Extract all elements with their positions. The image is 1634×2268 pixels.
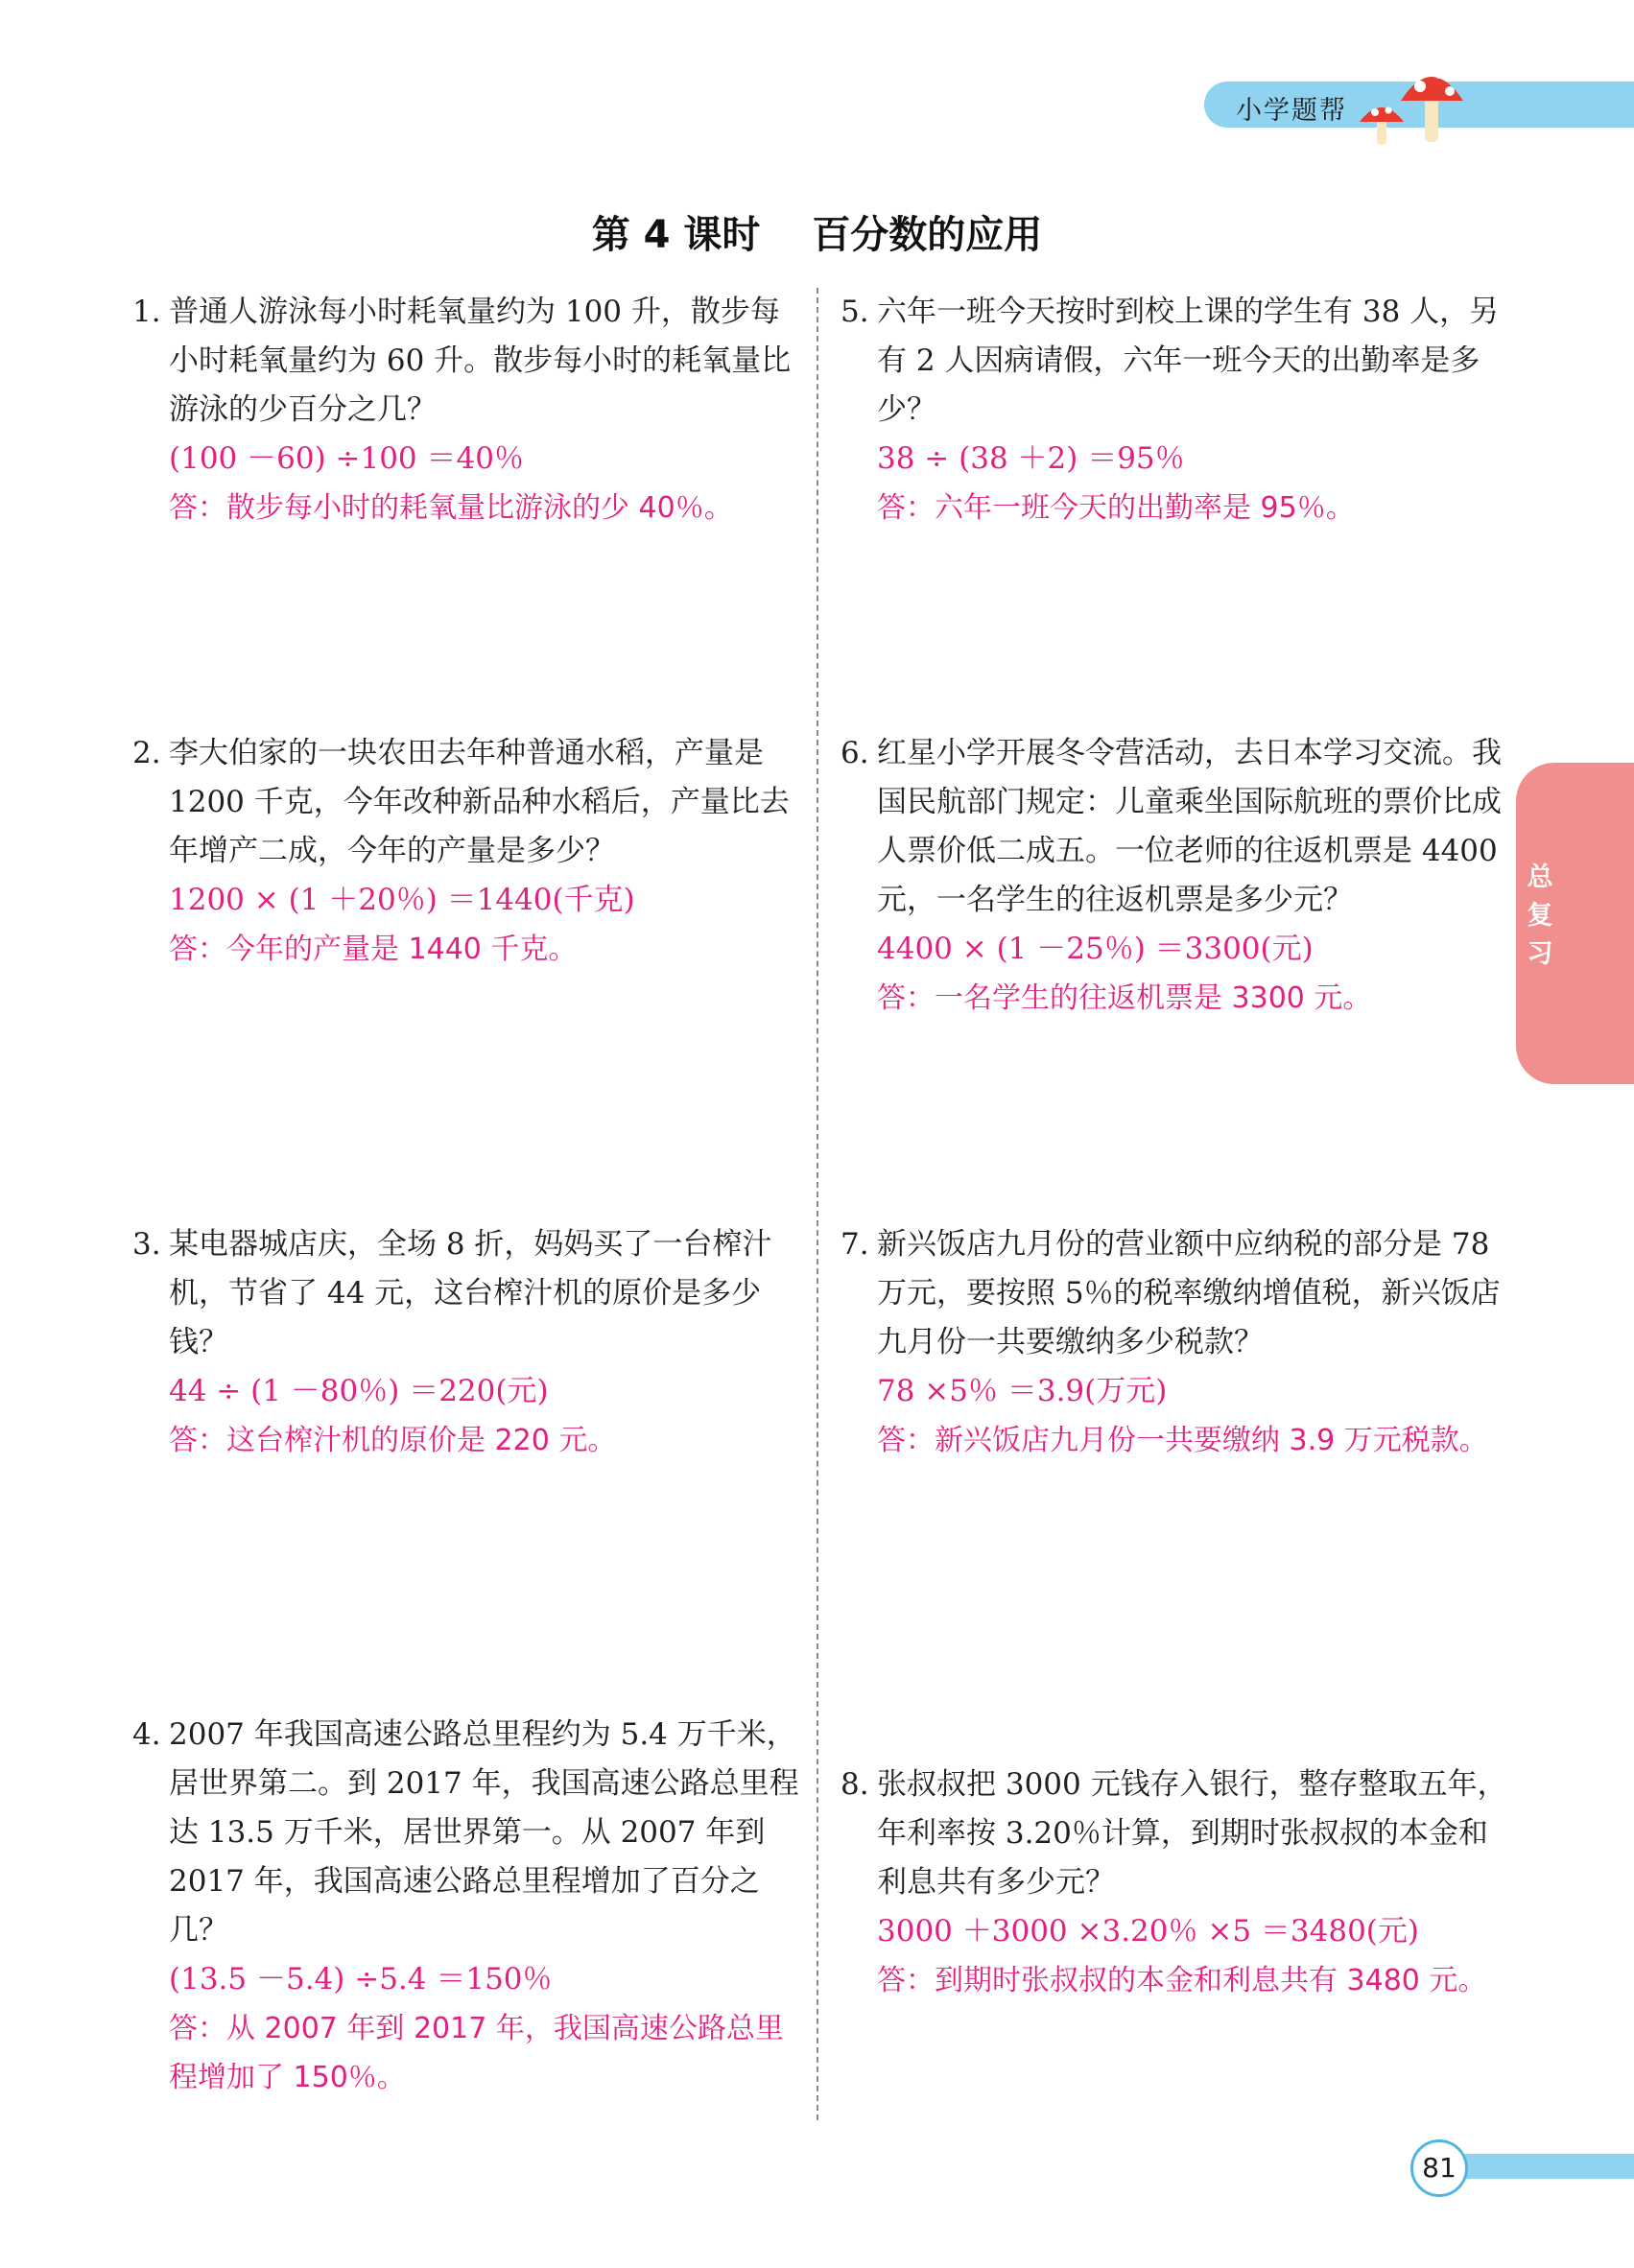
problem-2 <box>132 729 799 974</box>
column-divider <box>817 288 818 2120</box>
problem-number: 1. <box>132 295 161 329</box>
problem-3 <box>132 1220 799 1465</box>
problem-5 <box>841 288 1507 532</box>
problem-6 <box>841 729 1507 1023</box>
problem-solution: 3000 ＋3000 ×3.20％ ×5 ＝3480(元) <box>877 1914 1419 1949</box>
problem-answer: 答：今年的产量是 1440 千克。 <box>169 933 578 966</box>
problem-solution: 44 ÷ (1 －80％) ＝220(元) <box>169 1374 549 1408</box>
problem-answer: 答：这台榨汁机的原价是 220 元。 <box>169 1424 617 1457</box>
problem-answer: 答：一名学生的往返机票是 3300 元。 <box>877 981 1372 1015</box>
problem-question: 新兴饭店九月份的营业额中应纳税的部分是 78 万元，要按照 5％的税率缴纳增值税，新兴饭店九月份一共要缴纳多少税款？ <box>877 1227 1501 1359</box>
lesson-topic: 百分数的应用 <box>812 213 1043 257</box>
problem-number: 5. <box>841 295 869 329</box>
problem-question: 李大伯家的一块农田去年种普通水稻，产量是 1200 千克，今年改种新品种水稻后，产量比去年增产二成，今年的产量是多少？ <box>169 736 790 868</box>
side-tab-char: 总 <box>1527 862 1553 892</box>
problem-4 <box>132 1711 799 2102</box>
problem-solution: 38 ÷ (38 ＋2) ＝95％ <box>877 441 1185 476</box>
brand-label: 小学题帮 <box>1236 96 1347 126</box>
problem-question: 张叔叔把 3000 元钱存入银行，整存整取五年，年利率按 3.20％计算，到期时张叔叔的本金和利息共有多少元？ <box>877 1767 1507 1900</box>
lesson-number: 第 4 课时 <box>591 213 761 257</box>
problem-answer: 答：从 2007 年到 2017 年，我国高速公路总里程增加了 150％。 <box>169 2012 784 2094</box>
problem-number: 6. <box>841 736 869 770</box>
page-number: 81 <box>1410 2139 1468 2197</box>
problem-solution: 78 ×5％ ＝3.9(万元) <box>877 1374 1168 1408</box>
problem-question: 某电器城店庆，全场 8 折，妈妈买了一台榨汁机，节省了 44 元，这台榨汁机的原价是多少钱？ <box>169 1227 772 1359</box>
problem-solution: (13.5 －5.4) ÷5.4 ＝150％ <box>169 1962 553 1996</box>
side-tab-char: 习 <box>1527 939 1553 969</box>
problem-solution: 1200 × (1 ＋20％) ＝1440(千克) <box>169 883 635 917</box>
problem-number: 8. <box>841 1767 869 1802</box>
problem-question: 红星小学开展冬令营活动，去日本学习交流。我国民航部门规定：儿童乘坐国际航班的票价比成人票价低二成五。一位老师的往返机票是 4400 元，一名学生的往返机票是多少元？ <box>877 736 1502 917</box>
problem-solution: 4400 × (1 －25％) ＝3300(元) <box>877 932 1314 966</box>
problem-answer: 答：新兴饭店九月份一共要缴纳 3.9 万元税款。 <box>877 1424 1488 1457</box>
problem-number: 7. <box>841 1227 869 1262</box>
problem-1 <box>132 288 799 532</box>
page-title <box>0 204 1634 259</box>
problem-number: 2. <box>132 736 161 770</box>
problem-answer: 答：六年一班今天的出勤率是 95％。 <box>877 491 1355 525</box>
problem-solution: (100 －60) ÷100 ＝40％ <box>169 441 524 476</box>
problem-answer: 答：散步每小时的耗氧量比游泳的少 40％。 <box>169 491 733 525</box>
problem-7 <box>841 1220 1507 1465</box>
side-tab-label <box>1526 859 1554 974</box>
problem-number: 3. <box>132 1227 161 1262</box>
problem-question: 2007 年我国高速公路总里程约为 5.4 万千米，居世界第二。到 2017 年，我国高速公路总里程达 13.5 万千米，居世界第一。从 2007 年到 2017 年，我国高速公路总里程增加了百分之几？ <box>169 1717 799 1948</box>
problem-8 <box>841 1760 1507 2005</box>
problem-answer: 答：到期时张叔叔的本金和利息共有 3480 元。 <box>877 1964 1487 1997</box>
mushroom-icon <box>1348 53 1478 149</box>
problem-question: 普通人游泳每小时耗氧量约为 100 升，散步每小时耗氧量约为 60 升。散步每小时的耗氧量比游泳的少百分之几？ <box>169 295 792 427</box>
problem-question: 六年一班今天按时到校上课的学生有 38 人，另有 2 人因病请假，六年一班今天的出勤率是多少？ <box>877 295 1500 427</box>
side-tab-char: 复 <box>1527 901 1553 931</box>
problem-number: 4. <box>132 1717 161 1752</box>
